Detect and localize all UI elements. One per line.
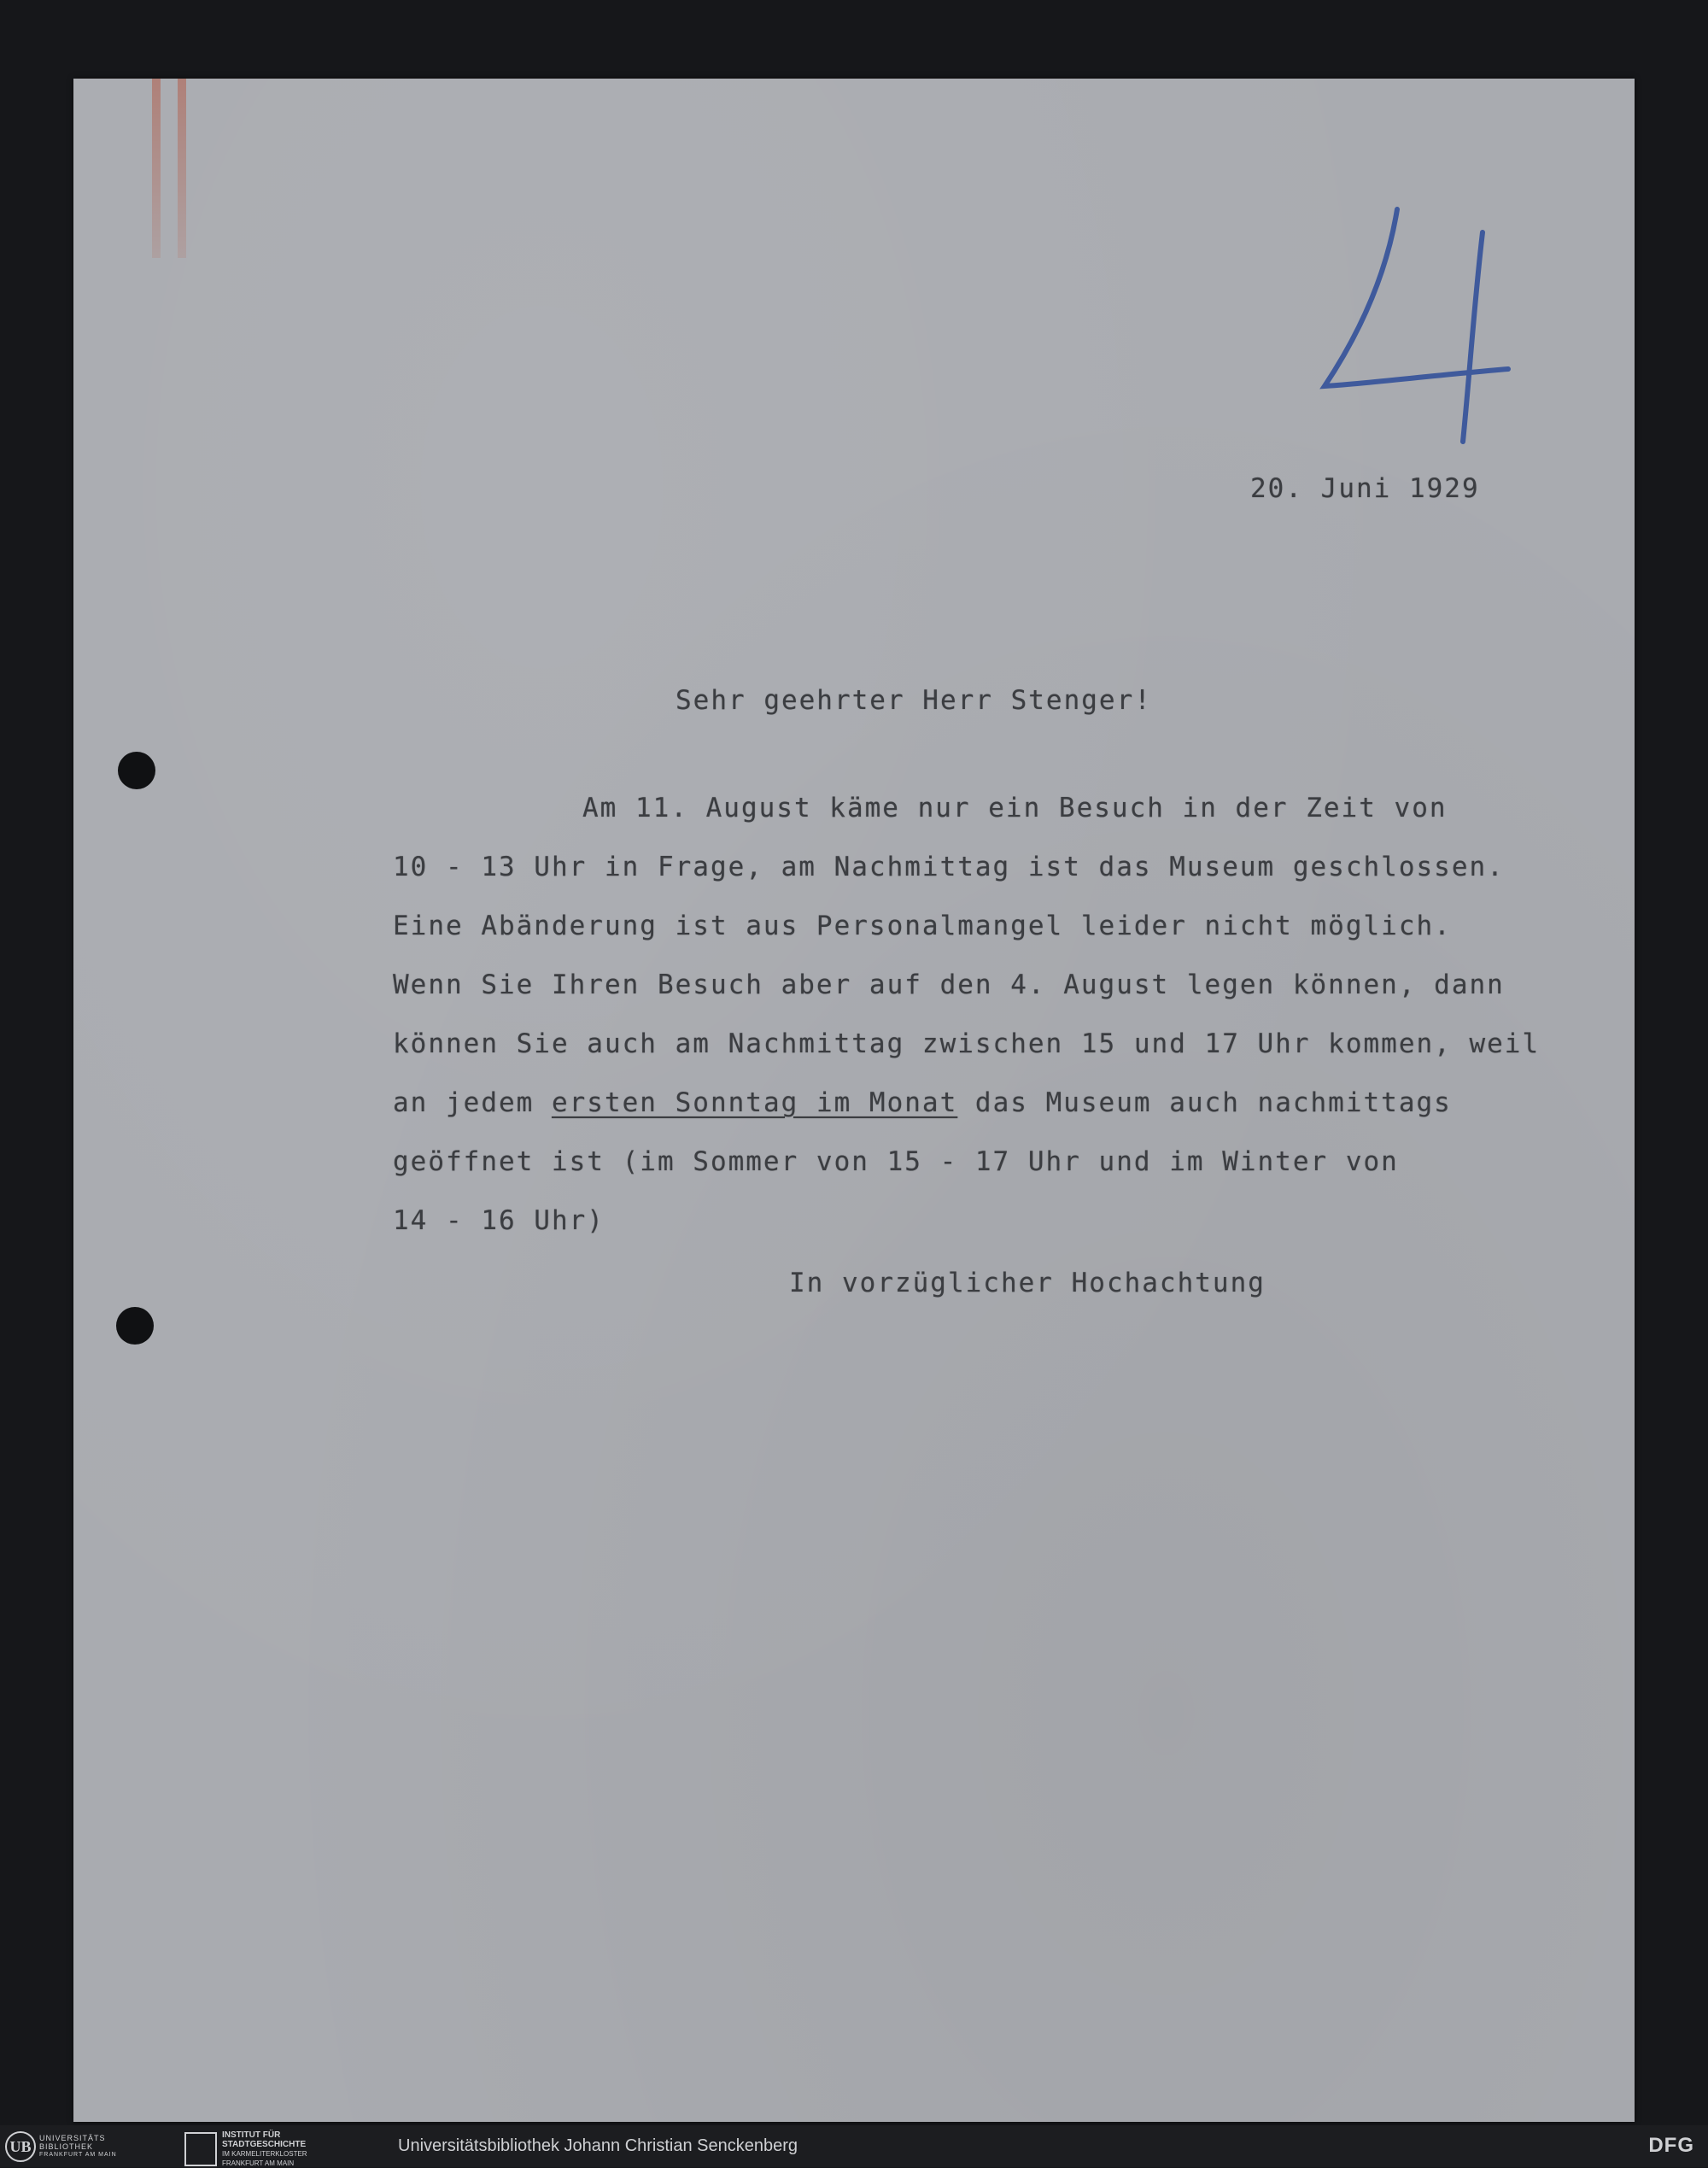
dfg-logo: DFG <box>1648 2134 1694 2157</box>
body-line-4: Wenn Sie Ihren Besuch aber auf den 4. August legen können, dann <box>393 970 1505 1000</box>
body-line-3: Eine Abänderung ist aus Personalmangel leider nicht möglich. <box>393 911 1452 941</box>
institute-line: STADTGESCHICHTE <box>222 2140 307 2149</box>
institute-logo-text <box>222 2130 307 2168</box>
ub-logo-mark: UB <box>5 2131 36 2162</box>
ub-line: FRANKFURT AM MAIN <box>39 2152 117 2158</box>
institute-line: INSTITUT FÜR <box>222 2130 281 2140</box>
underlined-phrase: ersten Sonntag im Monat <box>551 1087 958 1118</box>
closing: In vorzüglicher Hochachtung <box>789 1268 1266 1298</box>
salutation: Sehr geehrter Herr Stenger! <box>676 685 1152 716</box>
ub-logo <box>5 2132 117 2161</box>
footer-bar <box>0 2125 1708 2167</box>
body-line-2: 10 - 13 Uhr in Frage, am Nachmittag ist das Museum geschlossen. <box>393 852 1505 882</box>
institute-logo-mark <box>184 2132 217 2166</box>
library-name: Universitätsbibliothek Johann Christian Senckenberg <box>398 2136 798 2155</box>
handwritten-folio-number <box>1307 194 1530 467</box>
body-line-7: geöffnet ist (im Sommer von 15 - 17 Uhr und im Winter von <box>393 1146 1399 1177</box>
body-line-6-prefix: an jedem <box>393 1087 552 1118</box>
rust-stain <box>178 79 186 258</box>
ub-line: BIBLIOTHEK <box>39 2142 94 2151</box>
punch-hole <box>118 752 155 789</box>
folio-number-text: 4 <box>1307 194 1308 195</box>
body-line-6-suffix: das Museum auch nachmittags <box>957 1087 1452 1118</box>
document-page <box>73 79 1635 2122</box>
institute-line: IM KARMELITERKLOSTER <box>222 2150 307 2158</box>
body-line-5: können Sie auch am Nachmittag zwischen 15 und 17 Uhr kommen, weil <box>393 1028 1541 1059</box>
ub-line: UNIVERSITÄTS <box>39 2134 106 2142</box>
body-line-8: 14 - 16 Uhr) <box>393 1205 605 1236</box>
body-line-6 <box>393 1087 1452 1118</box>
body-line-1: Am 11. August käme nur ein Besuch in der Zeit von <box>582 793 1448 823</box>
letter-date: 20. Juni 1929 <box>1250 473 1480 504</box>
institute-line: FRANKFURT AM MAIN <box>222 2159 295 2167</box>
ub-logo-text <box>39 2134 117 2159</box>
institute-logo <box>184 2130 307 2168</box>
punch-hole <box>116 1307 154 1345</box>
rust-stain <box>152 79 161 258</box>
